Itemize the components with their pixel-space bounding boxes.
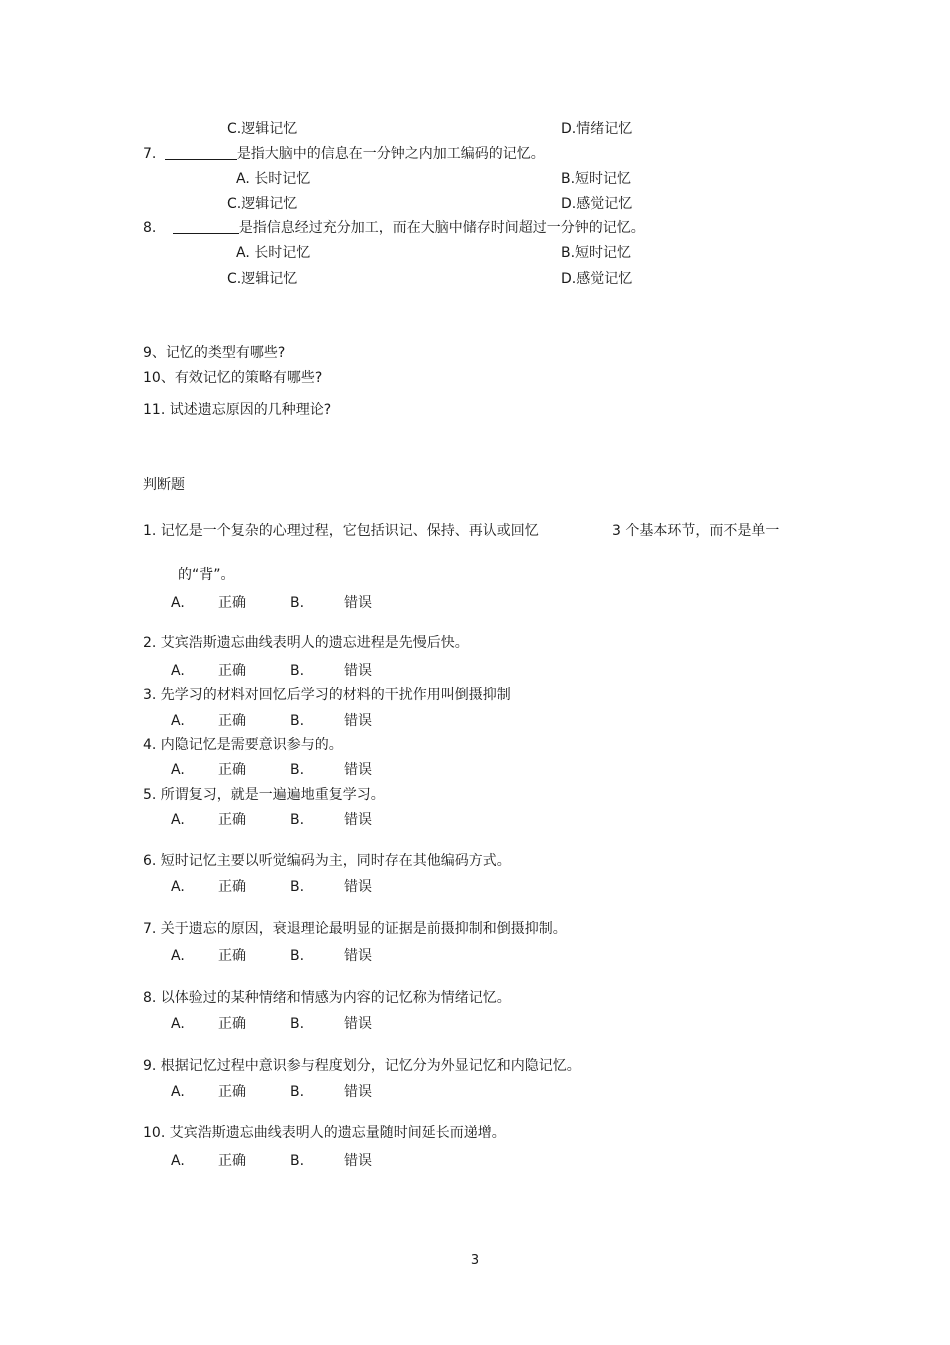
q7-text: 是指大脑中的信息在一分钟之内加工编码的记忆。 bbox=[236, 146, 545, 162]
q7-number: 7. bbox=[143, 146, 157, 162]
tf-q5-option-b-label: B. bbox=[290, 812, 305, 828]
tf-q2: 2. 艾宾浩斯遗忘曲线表明人的遗忘进程是先慢后快。 bbox=[143, 635, 469, 651]
tf-q4: 4. 内隐记忆是需要意识参与的。 bbox=[143, 737, 343, 753]
tf-q1-line2: 的“背”。 bbox=[178, 567, 235, 583]
tf-q10-option-b-text: 错误 bbox=[344, 1153, 372, 1169]
short-answer-q11: 11. 试述遗忘原因的几种理论? bbox=[143, 402, 332, 418]
tf-q4-option-b-text: 错误 bbox=[344, 762, 372, 778]
q7-option-b: B.短时记忆 bbox=[561, 171, 632, 187]
tf-q5: 5. 所谓复习，就是一遍遍地重复学习。 bbox=[143, 787, 385, 803]
tf-q8-option-b-label: B. bbox=[290, 1016, 305, 1032]
tf-q7-option-a-text: 正确 bbox=[218, 948, 246, 964]
tf-q10-option-a-text: 正确 bbox=[218, 1153, 246, 1169]
tf-q6-option-a-label: A. bbox=[171, 879, 185, 895]
tf-q7-option-a-label: A. bbox=[171, 948, 185, 964]
tf-q9-option-b-label: B. bbox=[290, 1084, 305, 1100]
tf-q8-option-a-text: 正确 bbox=[218, 1016, 246, 1032]
tf-q1-option-a-label: A. bbox=[171, 595, 185, 611]
tf-q3-option-a-text: 正确 bbox=[218, 713, 246, 729]
q7-blank bbox=[165, 145, 237, 160]
tf-q8-option-a-label: A. bbox=[171, 1016, 185, 1032]
tf-q3: 3. 先学习的材料对回忆后学习的材料的干扰作用叫倒摄抑制 bbox=[143, 687, 511, 703]
tf-q10-option-b-label: B. bbox=[290, 1153, 305, 1169]
tf-q8-option-b-text: 错误 bbox=[344, 1016, 372, 1032]
tf-q9-option-a-label: A. bbox=[171, 1084, 185, 1100]
tf-q4-option-a-text: 正确 bbox=[218, 762, 246, 778]
q6-option-c: C.逻辑记忆 bbox=[227, 121, 298, 137]
tf-q9: 9. 根据记忆过程中意识参与程度划分，记忆分为外显记忆和内隐记忆。 bbox=[143, 1058, 581, 1074]
tf-q9-option-a-text: 正确 bbox=[218, 1084, 246, 1100]
q8-stem bbox=[143, 219, 645, 237]
tf-q7: 7. 关于遗忘的原因，衰退理论最明显的证据是前摄抑制和倒摄抑制。 bbox=[143, 921, 567, 937]
q8-text: 是指信息经过充分加工，而在大脑中储存时间超过一分钟的记忆。 bbox=[238, 220, 645, 236]
q7-option-d: D.感觉记忆 bbox=[561, 196, 633, 212]
q8-option-d: D.感觉记忆 bbox=[561, 271, 633, 287]
tf-q7-option-b-text: 错误 bbox=[344, 948, 372, 964]
tf-q4-option-a-label: A. bbox=[171, 762, 185, 778]
page-number: 3 bbox=[470, 1253, 480, 1268]
tf-q10-option-a-label: A. bbox=[171, 1153, 185, 1169]
short-answer-q9: 9、记忆的类型有哪些? bbox=[143, 345, 286, 361]
q8-number: 8. bbox=[143, 220, 157, 236]
q7-stem bbox=[143, 145, 545, 163]
tf-q6-option-b-label: B. bbox=[290, 879, 305, 895]
tf-q8: 8. 以体验过的某种情绪和情感为内容的记忆称为情绪记忆。 bbox=[143, 990, 511, 1006]
q8-option-a: A. 长时记忆 bbox=[236, 245, 311, 261]
tf-q1-option-b-label: B. bbox=[290, 595, 305, 611]
tf-q5-option-a-text: 正确 bbox=[218, 812, 246, 828]
tf-q9-option-b-text: 错误 bbox=[344, 1084, 372, 1100]
tf-q10: 10. 艾宾浩斯遗忘曲线表明人的遗忘量随时间延长而递增。 bbox=[143, 1125, 506, 1141]
tf-q6: 6. 短时记忆主要以听觉编码为主，同时存在其他编码方式。 bbox=[143, 853, 511, 869]
q8-blank bbox=[173, 219, 239, 234]
q7-option-c: C.逻辑记忆 bbox=[227, 196, 298, 212]
tf-q2-option-a-text: 正确 bbox=[218, 663, 246, 679]
tf-q2-option-b-text: 错误 bbox=[344, 663, 372, 679]
tf-q2-option-b-label: B. bbox=[290, 663, 305, 679]
tf-q5-option-a-label: A. bbox=[171, 812, 185, 828]
tf-q3-option-a-label: A. bbox=[171, 713, 185, 729]
tf-q4-option-b-label: B. bbox=[290, 762, 305, 778]
tf-q1-line1: 1. 记忆是一个复杂的心理过程，它包括识记、保持、再认或回忆 bbox=[143, 523, 539, 539]
q8-option-c: C.逻辑记忆 bbox=[227, 271, 298, 287]
q8-option-b: B.短时记忆 bbox=[561, 245, 632, 261]
short-answer-q10: 10、有效记忆的策略有哪些? bbox=[143, 370, 323, 386]
q6-option-d: D.情绪记忆 bbox=[561, 121, 633, 137]
tf-q2-option-a-label: A. bbox=[171, 663, 185, 679]
tf-q6-option-a-text: 正确 bbox=[218, 879, 246, 895]
tf-q7-option-b-label: B. bbox=[290, 948, 305, 964]
section-title-true-false: 判断题 bbox=[143, 477, 185, 493]
tf-q1-line1-cont: 3 个基本环节，而不是单一 bbox=[612, 523, 780, 539]
tf-q3-option-b-text: 错误 bbox=[344, 713, 372, 729]
tf-q6-option-b-text: 错误 bbox=[344, 879, 372, 895]
q7-option-a: A. 长时记忆 bbox=[236, 171, 311, 187]
tf-q1-option-a-text: 正确 bbox=[218, 595, 246, 611]
tf-q3-option-b-label: B. bbox=[290, 713, 305, 729]
tf-q1-option-b-text: 错误 bbox=[344, 595, 372, 611]
tf-q5-option-b-text: 错误 bbox=[344, 812, 372, 828]
